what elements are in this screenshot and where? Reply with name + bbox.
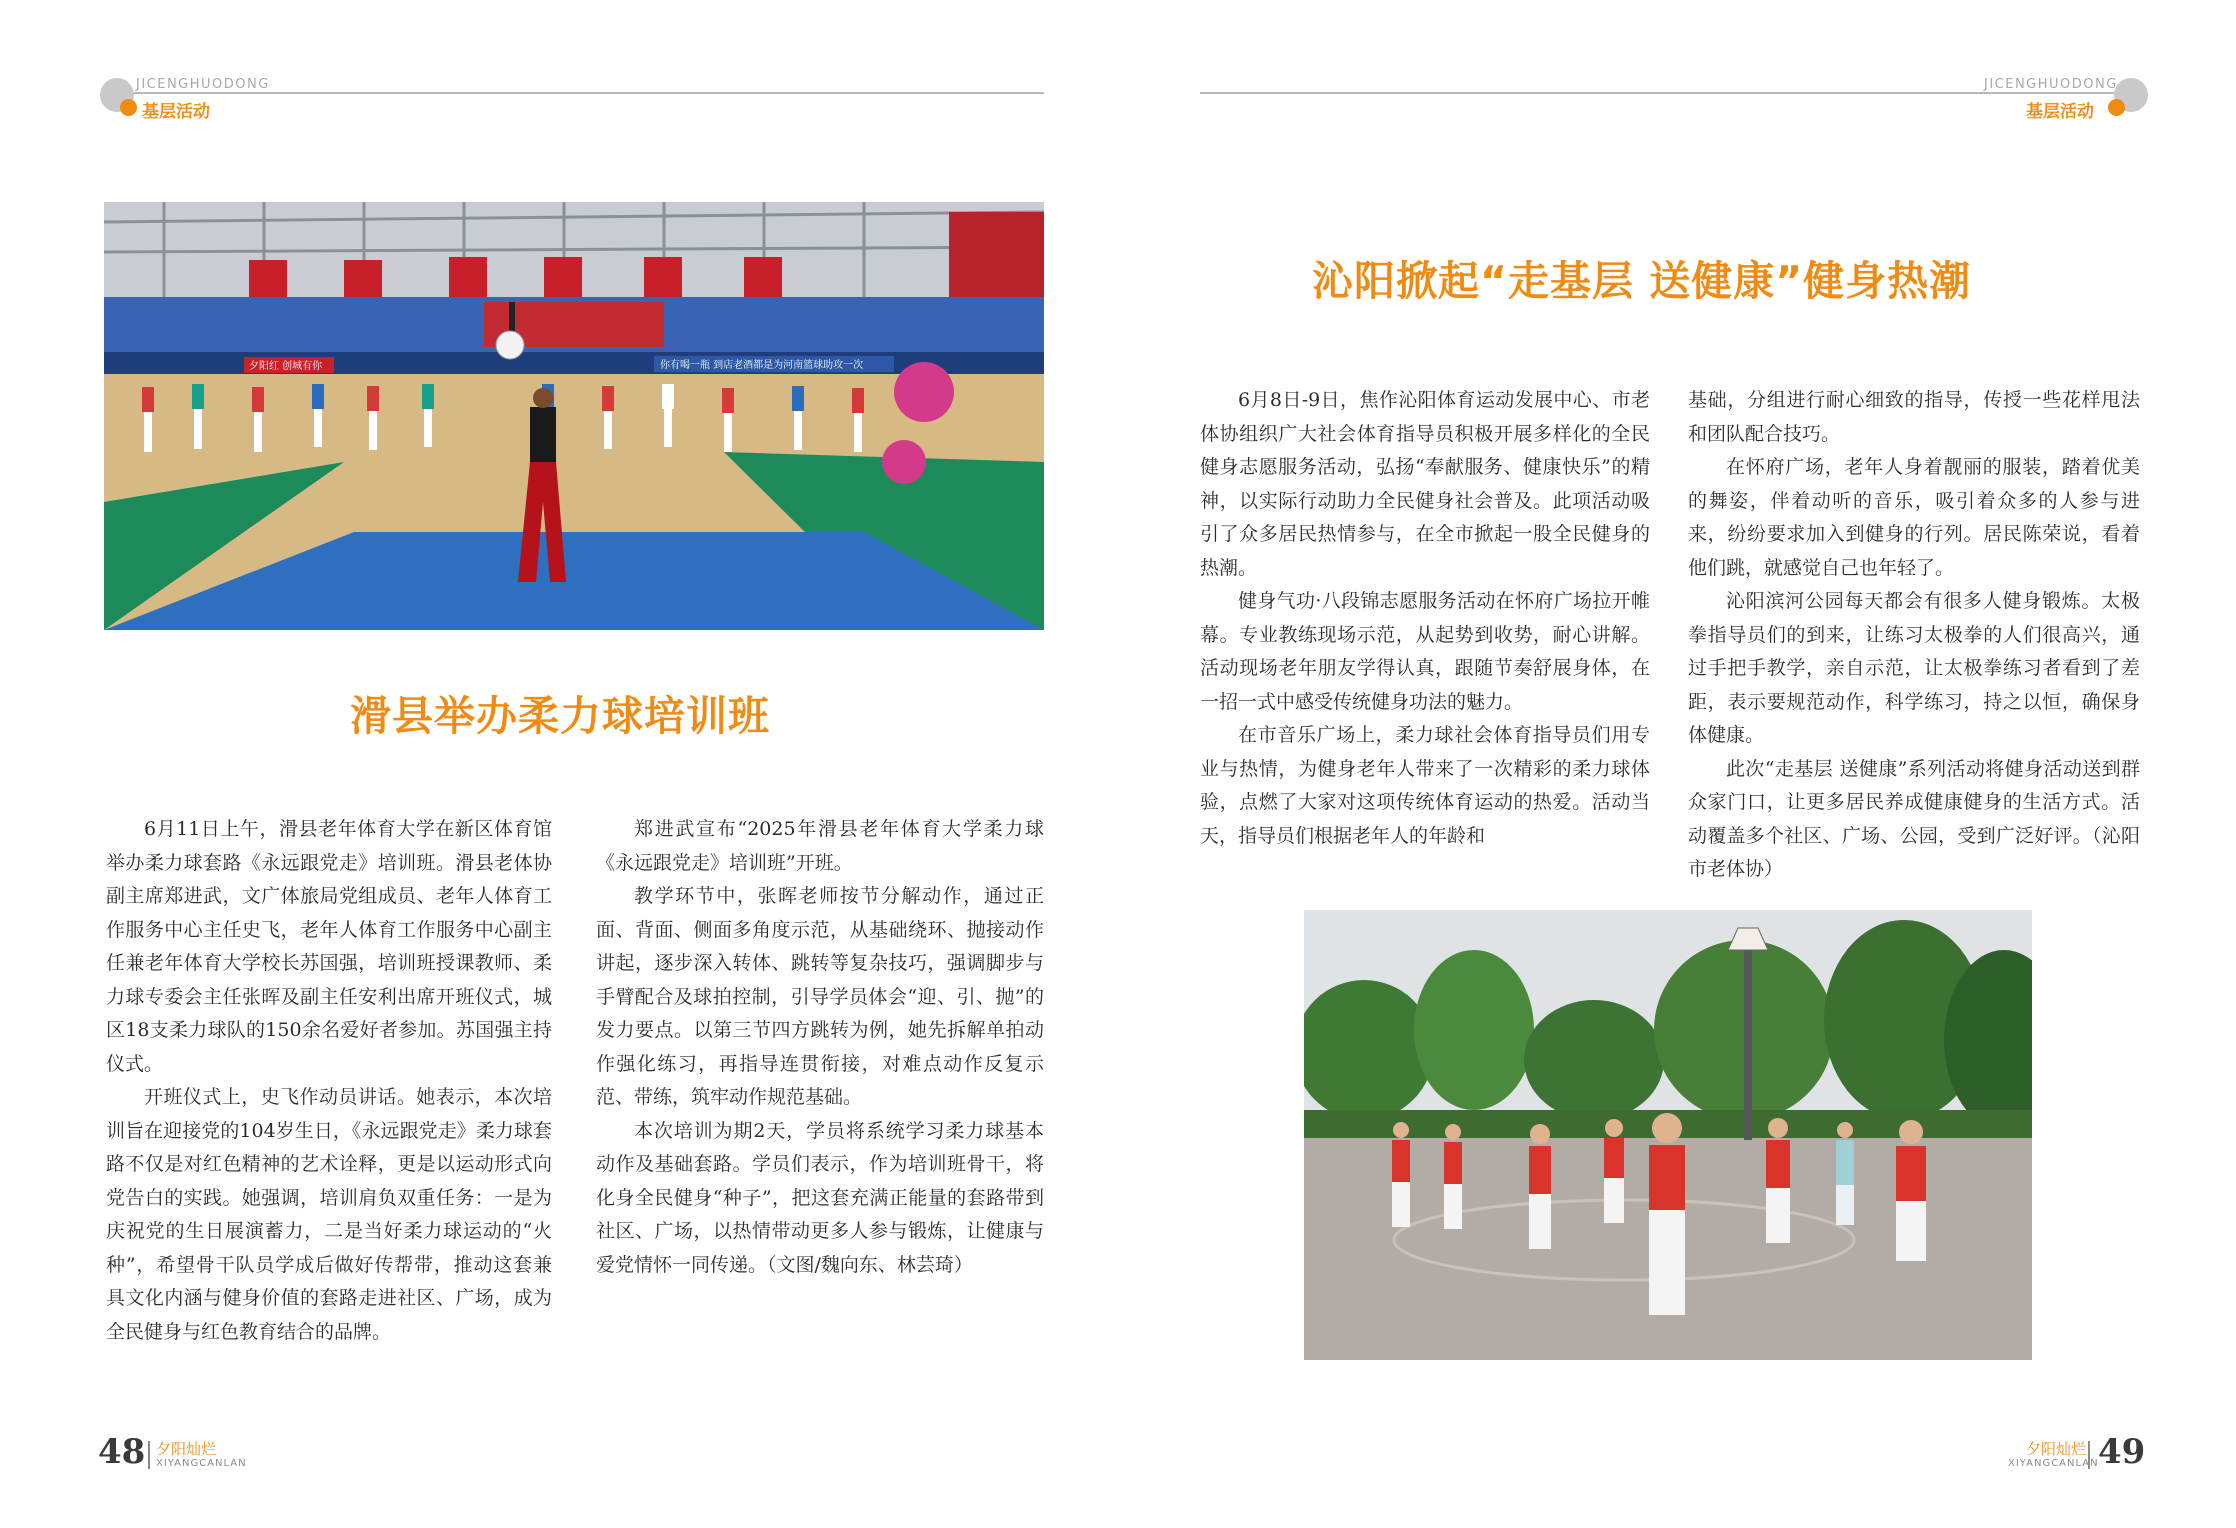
footer-separator xyxy=(148,1441,150,1469)
plaza-photo-illustration xyxy=(1304,910,2032,1360)
arena-sign-left: 夕阳红 创城有你 xyxy=(249,361,323,372)
header-dot xyxy=(2108,99,2125,116)
paragraph: 开班仪式上，史飞作动员讲话。她表示，本次培训旨在迎接党的104岁生日，《永远跟党走》柔力球套路不仅是对红色精神的艺术诠释，更是以运动形式向党告白的实践。她强调，培训肩负双重任务：一是为庆祝党的生日展演蓄力，二是当好柔力球运动的“火种”，希望骨干队员学成后做好传帮带，推动这套兼具文化内涵与健身价值的套路走进社区、广场，成为全民健身与红色教育结合的品牌。 xyxy=(106,1086,552,1343)
right-article-title: 沁阳掀起“走基层 送健康”健身热潮 xyxy=(1312,257,1972,305)
header-rule xyxy=(1200,92,2114,94)
arena-banner: 你有喝一瓶 到店老酒都是为河南篮球助攻一次 xyxy=(660,360,864,371)
plaza-exercise-photo xyxy=(1304,910,2032,1360)
right-article-col2 xyxy=(1688,384,2140,887)
paragraph: 教学环节中，张晖老师按节分解动作，通过正面、背面、侧面多角度示范，从基础绕环、抛接动作讲起，逐步深入转体、跳转等复杂技巧，强调脚步与手臂配合及球拍控制，引导学员体会“迎、引、抛”的发力要点。以第三节四方跳转为例，她先拆解单拍动作强化练习，再指导连贯衔接，对难点动作反复示范、带练，筑牢动作规范基础。 xyxy=(596,885,1044,1108)
paragraph: 健身气功·八段锦志愿服务活动在怀府广场拉开帷幕。专业教练现场示范，从起势到收势，耐心讲解。活动现场老年朋友学得认真，跟随节奏舒展身体，在一招一式中感受传统健身功法的魅力。 xyxy=(1200,590,1650,713)
paragraph: 6月11日上午，滑县老年体育大学在新区体育馆举办柔力球套路《永远跟党走》培训班。滑县老体协副主席郑进武，文广体旅局党组成员、老年人体育工作服务中心主任史飞，老年人体育工作服务中心副主任兼老年体育大学校长苏国强，培训班授课教师、柔力球专委会主任张晖及副主任安利出席开班仪式，城区18支柔力球队的150余名爱好者参加。苏国强主持仪式。 xyxy=(106,818,552,1075)
section-label: 基层活动 xyxy=(142,102,210,122)
footer-brand-en: XIYANGCANLAN xyxy=(2008,1458,2099,1469)
page-number-right: 49 xyxy=(2098,1432,2146,1472)
page-number-left: 48 xyxy=(98,1432,146,1472)
paragraph: 此次“走基层 送健康”系列活动将健身活动送到群众家门口，让更多居民养成健康健身的生活方式。活动覆盖多个社区、广场、公园，受到广泛好评。（沁阳市老体协） xyxy=(1688,757,2140,880)
header-rule xyxy=(120,92,1044,94)
paragraph: 在怀府广场，老年人身着靓丽的服装，踏着优美的舞姿，伴着动听的音乐，吸引着众多的人参与进来，纷纷要求加入到健身的行列。居民陈荣说，看着他们跳，就感觉自己也年轻了。 xyxy=(1688,456,2140,579)
left-article-col1 xyxy=(106,813,552,1349)
paragraph: 基础，分组进行耐心细致的指导，传授一些花样甩法和团队配合技巧。 xyxy=(1688,389,2140,445)
paragraph: 6月8日-9日，焦作沁阳体育运动发展中心、市老体协组织广大社会体育指导员积极开展多样化的全民健身志愿服务活动，弘扬“奉献服务、健康快乐”的精神，以实际行动助力全民健身社会普及。此项活动吸引了众多居民热情参与，在全市掀起一股全民健身的热潮。 xyxy=(1200,389,1650,579)
paragraph: 沁阳滨河公园每天都会有很多人健身锻炼。太极拳指导员们的到来，让练习太极拳的人们很高兴，通过手把手教学，亲自示范，让太极拳练习者看到了差距，表示要规范动作，科学练习，持之以恒，确保身体健康。 xyxy=(1688,590,2140,746)
right-page xyxy=(1118,0,2236,1528)
paragraph: 在市音乐广场上，柔力球社会体育指导员们用专业与热情，为健身老年人带来了一次精彩的柔力球体验，点燃了大家对这项传统体育运动的热爱。活动当天，指导员们根据老年人的年龄和 xyxy=(1200,724,1650,847)
left-article-title: 滑县举办柔力球培训班 xyxy=(350,692,770,740)
paragraph: 本次培训为期2天，学员将系统学习柔力球基本动作及基础套路。学员们表示，作为培训班骨干，将化身全民健身“种子”，把这套充满正能量的套路带到社区、广场，以热情带动更多人参与锻炼，让健康与爱党情怀一同传递。（文图/魏向东、林芸琦） xyxy=(596,1119,1044,1276)
gym-photo-illustration xyxy=(104,202,1044,630)
footer-brand: 夕阳灿烂 xyxy=(156,1440,217,1458)
gym-training-photo xyxy=(104,202,1044,630)
section-label-en: JICENGHUODONG xyxy=(136,77,270,92)
header-dot xyxy=(120,99,137,116)
paragraph: 郑进武宣布“2025年滑县老年体育大学柔力球《永远跟党走》培训班”开班。 xyxy=(596,818,1044,874)
right-article-col1 xyxy=(1200,384,1650,853)
section-label: 基层活动 xyxy=(2026,102,2094,122)
section-label-en: JICENGHUODONG xyxy=(1984,77,2118,92)
footer-brand-en: XIYANGCANLAN xyxy=(156,1458,247,1469)
left-article-col2 xyxy=(596,813,1044,1282)
footer-brand: 夕阳灿烂 xyxy=(2026,1440,2087,1458)
